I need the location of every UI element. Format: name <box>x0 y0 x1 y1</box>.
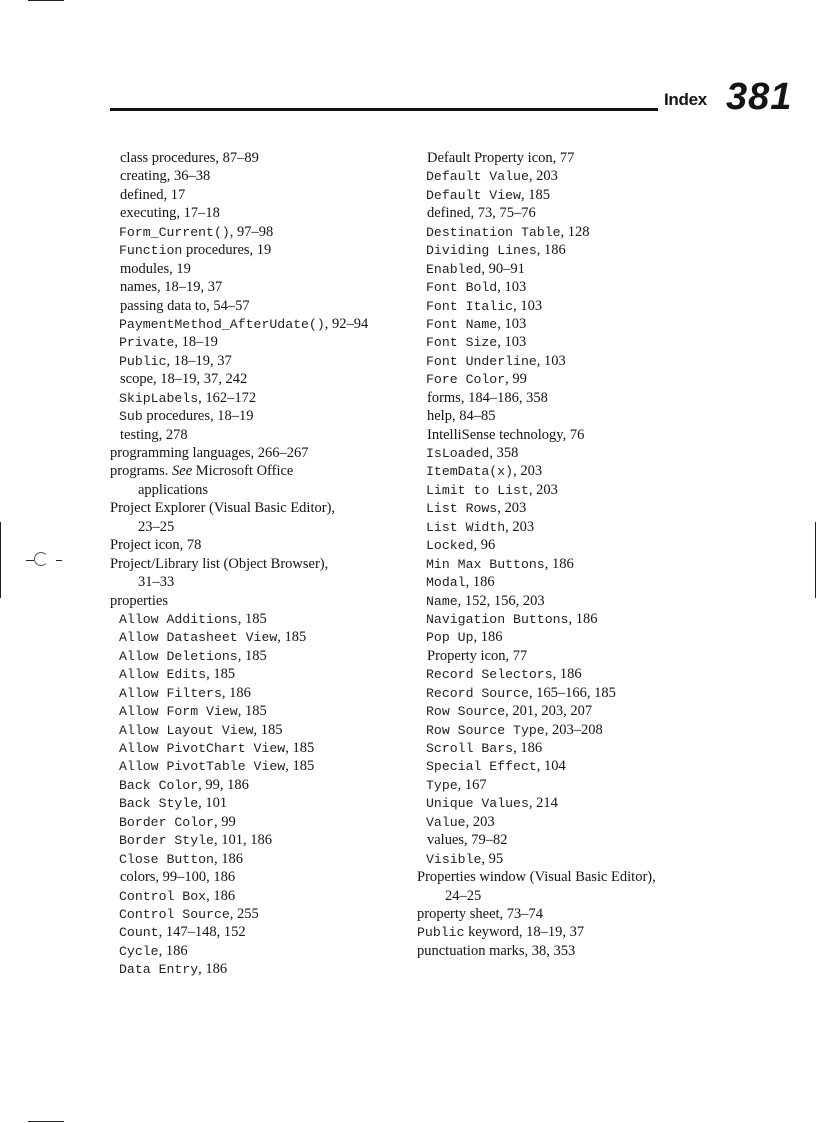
index-entry <box>110 389 410 407</box>
index-entry-code: Unique Values <box>426 796 529 812</box>
index-entry <box>110 739 410 757</box>
index-entry-code: Row Source Type <box>426 722 545 738</box>
index-entry-text: , 101 <box>198 795 228 812</box>
index-entry-code: Visible <box>426 851 482 867</box>
index-entry <box>417 167 717 185</box>
index-entry-text: scope, 18–19, 37, 242 <box>120 371 248 388</box>
index-entry <box>417 647 717 665</box>
index-entry <box>110 887 410 905</box>
index-entry <box>110 960 410 978</box>
index-entry-text: , 186 <box>198 961 228 978</box>
index-entry <box>110 241 410 259</box>
index-entry-text: testing, 278 <box>120 426 188 443</box>
index-entry-text: , 186 <box>206 887 236 904</box>
registration-mark-icon <box>34 552 48 566</box>
index-entry <box>110 426 410 444</box>
index-entry-code: Allow PivotChart View <box>119 741 286 756</box>
index-entry <box>110 665 410 683</box>
index-entry <box>417 592 717 610</box>
index-entry <box>110 518 410 536</box>
index-entry-code: Limit to List <box>426 482 529 498</box>
index-entry-text: , 201, 203, 207 <box>505 703 593 720</box>
index-entry-text: , 103 <box>513 297 543 314</box>
index-entry <box>110 721 410 739</box>
index-entry-text: IntelliSense technology, 76 <box>427 426 585 443</box>
index-entry <box>417 241 717 259</box>
index-entry <box>417 702 717 720</box>
index-entry <box>110 444 410 462</box>
index-entry-text: defined, 17 <box>120 186 186 203</box>
index-entry-code: Form_Current() <box>119 224 230 240</box>
index-entry <box>417 757 717 775</box>
index-entry-text: , 97–98 <box>229 223 274 240</box>
index-entry <box>417 887 717 905</box>
index-entry-code: Back Color <box>119 777 199 793</box>
index-entry-text: , 185 <box>520 186 550 203</box>
index-entry <box>110 278 410 296</box>
index-entry-text: , 186 <box>213 850 243 867</box>
index-entry-code: List Width <box>426 519 506 535</box>
index-entry-code: Font Underline <box>426 353 537 369</box>
index-entry-text: Project/Library list (Object Browser), <box>110 555 329 572</box>
index-entry-text: class procedures, 87–89 <box>120 150 259 166</box>
index-entry <box>110 776 410 794</box>
index-entry <box>417 407 717 425</box>
index-entry-text: , 167 <box>457 776 487 793</box>
index-entry-code: Function <box>119 243 183 259</box>
index-entry-code: Default Value <box>426 169 529 185</box>
index-entry-text: applications <box>138 481 209 498</box>
index-entry-text: Property icon, 77 <box>427 647 528 664</box>
index-entry-text: Project Explorer (Visual Basic Editor), <box>110 500 336 517</box>
index-entry-text: Default Property icon, 77 <box>427 150 575 166</box>
index-entry-code: Locked <box>426 538 474 554</box>
index-entry-text: , 103 <box>497 279 527 296</box>
index-entry <box>110 370 410 388</box>
index-entry-code: List Rows <box>426 501 498 517</box>
index-entry-text: procedures, 19 <box>182 242 272 259</box>
index-entry <box>110 794 410 812</box>
index-entry <box>417 426 717 444</box>
index-entry <box>417 868 717 886</box>
index-entry <box>110 499 410 517</box>
index-entry <box>110 610 410 628</box>
index-entry-text: 23–25 <box>138 518 175 535</box>
index-entry-text: procedures, 18–19 <box>142 408 254 425</box>
index-entry-text: , 358 <box>489 445 519 461</box>
index-entry-text: colors, 99–100, 186 <box>120 869 236 886</box>
index-entry-text: , 255 <box>229 905 259 922</box>
index-entry-code: Special Effect <box>426 759 537 775</box>
index-entry <box>417 499 717 517</box>
index-entry <box>417 831 717 849</box>
index-entry <box>110 757 410 775</box>
index-entry-code: Enabled <box>426 261 482 277</box>
index-entry-code: Navigation Buttons <box>426 611 569 627</box>
index-entry-text: , 90–91 <box>481 260 525 277</box>
index-entry-text: , 186 <box>465 574 495 591</box>
index-entry-text: passing data to, 54–57 <box>120 297 250 314</box>
index-entry <box>110 684 410 702</box>
index-entry-code: Allow Layout View <box>119 722 254 738</box>
index-entry-text: , 186 <box>536 242 566 259</box>
index-entry <box>417 333 717 351</box>
index-entry <box>417 223 717 241</box>
index-entry-code: Allow Filters <box>119 685 222 701</box>
index-entry <box>417 389 717 407</box>
index-entry-text: Project icon, 78 <box>110 537 202 554</box>
index-entry-text: , 185 <box>253 721 283 738</box>
index-entry-text: , 185 <box>277 629 307 646</box>
page-number: 381 <box>726 76 793 118</box>
index-entry <box>417 794 717 812</box>
index-entry <box>110 942 410 960</box>
index-entry-code: Allow PivotTable View <box>119 759 286 775</box>
index-entry <box>417 149 717 167</box>
index-entry-code: Allow Form View <box>119 704 238 720</box>
index-entry-text: , 95 <box>481 850 504 867</box>
index-entry <box>417 481 717 499</box>
index-entry <box>110 333 410 351</box>
index-entry-text: , 203 <box>505 518 535 535</box>
index-entry-code: Back Style <box>119 796 199 812</box>
index-entry-text: , 185 <box>237 703 267 720</box>
index-entry-text: , 185 <box>285 740 315 756</box>
index-entry-text: , 103 <box>497 334 527 351</box>
index-entry-text: , 185 <box>237 610 267 627</box>
index-entry <box>110 813 410 831</box>
index-entry-code: Count <box>119 925 159 941</box>
index-entry-code: Private <box>119 335 175 351</box>
index-entry <box>110 462 410 480</box>
registration-tick <box>56 560 62 561</box>
index-entry-code: Value <box>426 814 466 830</box>
index-entry <box>110 481 410 499</box>
index-entry <box>110 186 410 204</box>
index-entry-text: , 99 <box>505 371 527 388</box>
index-entry <box>417 370 717 388</box>
index-entry-text: modules, 19 <box>120 260 191 277</box>
index-entry-text: , 152, 156, 203 <box>457 592 545 609</box>
index-entry-text: , 103 <box>536 352 566 369</box>
index-entry-code: Dividing Lines <box>426 243 537 259</box>
index-entry <box>110 592 410 610</box>
index-entry <box>417 518 717 536</box>
index-entry-text: See <box>172 463 193 480</box>
running-header-title: Index <box>664 90 707 109</box>
index-entry-text: , 96 <box>473 537 496 554</box>
index-entry-code: Allow Additions <box>119 611 238 627</box>
index-entry-text: , 185 <box>285 758 315 775</box>
index-entry-code: Destination Table <box>426 224 561 240</box>
index-entry-text: help, 84–85 <box>427 408 496 425</box>
index-entry-text: defined, 73, 75–76 <box>427 205 536 222</box>
index-entry-code: Sub <box>119 409 143 425</box>
index-entry-code: Public <box>417 925 465 941</box>
index-entry-text: , 92–94 <box>324 315 369 332</box>
index-entry <box>110 167 410 185</box>
index-entry-code: Row Source <box>426 704 506 720</box>
index-entry-code: Pop Up <box>426 630 474 646</box>
index-entry-code: Allow Datasheet View <box>119 630 278 646</box>
index-entry-text: , 128 <box>560 223 590 240</box>
index-entry-text: , 99, 186 <box>198 776 249 793</box>
index-entry <box>110 407 410 425</box>
index-entry-text: , 99 <box>213 813 236 830</box>
index-entry-text: , 18–19, 37 <box>166 352 232 369</box>
index-entry <box>110 315 410 333</box>
index-entry-text: Microsoft Office <box>192 463 294 480</box>
index-entry <box>110 573 410 591</box>
index-entry-text: , 162–172 <box>198 389 257 406</box>
index-entry-text: , 214 <box>528 795 558 812</box>
index-entry-code: Close Button <box>119 851 214 867</box>
index-entry-text: , 203 <box>465 813 495 830</box>
index-entry-text: , 186 <box>513 740 543 756</box>
index-entry <box>417 204 717 222</box>
index-entry <box>417 186 717 204</box>
index-entry-text: , 186 <box>552 666 582 683</box>
index-entry <box>417 684 717 702</box>
index-entry-code: IsLoaded <box>426 446 490 461</box>
index-entry <box>417 297 717 315</box>
index-entry-text: keyword, 18–19, 37 <box>464 924 585 941</box>
index-entry-text: 31–33 <box>138 574 175 591</box>
index-entry-text: , 186 <box>544 555 574 572</box>
index-entry-text: programs. <box>110 463 173 480</box>
index-entry <box>417 573 717 591</box>
index-entry <box>417 315 717 333</box>
index-entry-code: Name <box>426 593 458 609</box>
index-entry-text: , 18–19 <box>174 334 218 351</box>
index-entry <box>110 831 410 849</box>
index-column-left <box>110 149 410 979</box>
header-rule <box>110 108 658 111</box>
index-entry-text: , 203 <box>513 463 543 480</box>
index-entry-code: Min Max Buttons <box>426 556 545 572</box>
index-entry-code: Modal <box>426 575 466 591</box>
index-entry-text: , 186 <box>568 610 598 627</box>
index-entry <box>110 923 410 941</box>
index-entry <box>417 352 717 370</box>
index-entry-text: programming languages, 266–267 <box>110 445 309 461</box>
crop-mark-bottom-left <box>28 1121 64 1122</box>
index-entry-text: , 186 <box>473 629 503 646</box>
index-entry-code: Fore Color <box>426 372 506 388</box>
index-entry-code: PaymentMethod_AfterUdate() <box>119 316 325 332</box>
index-entry-code: SkipLabels <box>119 390 199 406</box>
index-entry-code: Scroll Bars <box>426 741 514 756</box>
index-entry <box>110 260 410 278</box>
index-entry <box>417 665 717 683</box>
index-entry-text: creating, 36–38 <box>120 168 211 185</box>
index-entry-code: Font Bold <box>426 280 498 296</box>
index-entry <box>417 739 717 757</box>
index-entry-text: , 203 <box>528 168 558 185</box>
index-entry <box>110 352 410 370</box>
index-entry-text: 24–25 <box>445 887 482 904</box>
index-entry <box>417 721 717 739</box>
index-entry <box>417 555 717 573</box>
index-entry <box>110 555 410 573</box>
index-entry-code: Font Italic <box>426 298 514 314</box>
index-entry-code: Default View <box>426 187 521 203</box>
index-entry-code: Type <box>426 777 458 793</box>
index-entry <box>110 647 410 665</box>
index-entry-text: names, 18–19, 37 <box>120 279 223 296</box>
index-entry-code: Font Size <box>426 335 498 351</box>
index-entry-text: , 101, 186 <box>213 832 272 849</box>
index-entry <box>417 260 717 278</box>
index-entry <box>417 942 717 960</box>
index-entry <box>417 610 717 628</box>
index-entry-text: , 203 <box>497 500 527 517</box>
index-entry-text: , 186 <box>221 684 251 701</box>
index-entry-text: executing, 17–18 <box>120 205 220 222</box>
index-entry-code: Record Source <box>426 685 529 701</box>
index-entry <box>110 149 410 167</box>
index-entry-code: Font Name <box>426 316 498 332</box>
index-entry-text: , 104 <box>536 758 566 775</box>
index-entry <box>417 444 717 462</box>
index-entry-text: Properties window (Visual Basic Editor), <box>417 869 656 886</box>
index-entry-code: Record Selectors <box>426 667 553 683</box>
index-entry-text: properties <box>110 592 168 609</box>
index-entry-text: , 203 <box>528 481 558 498</box>
index-entry-code: Allow Edits <box>119 667 207 683</box>
index-entry <box>417 905 717 923</box>
index-entry <box>417 536 717 554</box>
index-entry <box>110 702 410 720</box>
index-entry <box>110 223 410 241</box>
index-entry <box>417 462 717 480</box>
index-entry <box>110 868 410 886</box>
index-column-right <box>417 149 717 960</box>
index-entry <box>417 850 717 868</box>
crop-mark-left-vertical <box>0 522 1 598</box>
index-entry-text: , 203–208 <box>544 721 603 738</box>
crop-mark-top-left <box>28 0 64 1</box>
index-entry <box>417 278 717 296</box>
index-entry-text: , 185 <box>237 647 267 664</box>
index-entry-text: punctuation marks, 38, 353 <box>417 942 576 959</box>
index-entry <box>417 776 717 794</box>
index-entry-text: , 103 <box>497 315 527 332</box>
index-entry <box>417 628 717 646</box>
registration-tick <box>26 560 34 561</box>
index-entry-code: Cycle <box>119 943 159 959</box>
index-entry <box>110 850 410 868</box>
index-entry <box>110 204 410 222</box>
index-entry-code: Public <box>119 353 167 369</box>
index-entry <box>110 536 410 554</box>
index-entry-text: values, 79–82 <box>427 832 508 849</box>
index-entry-text: , 185 <box>206 666 236 683</box>
index-entry-code: Allow Deletions <box>119 648 238 664</box>
index-entry <box>417 923 717 941</box>
index-entry-text: , 165–166, 185 <box>528 684 616 701</box>
index-entry <box>110 297 410 315</box>
index-entry-text: property sheet, 73–74 <box>417 905 544 922</box>
index-entry-code: Data Entry <box>119 962 199 978</box>
index-entry-text: forms, 184–186, 358 <box>427 389 548 406</box>
index-entry-text: , 186 <box>158 942 188 959</box>
index-entry-code: ItemData(x) <box>426 464 514 480</box>
index-entry <box>417 813 717 831</box>
index-entry-code: Border Color <box>119 814 214 830</box>
index-entry <box>110 905 410 923</box>
index-entry-code: Border Style <box>119 833 214 849</box>
index-entry <box>110 628 410 646</box>
index-entry-text: , 147–148, 152 <box>158 924 246 941</box>
index-entry-code: Control Box <box>119 888 207 904</box>
index-entry-code: Control Source <box>119 906 230 922</box>
